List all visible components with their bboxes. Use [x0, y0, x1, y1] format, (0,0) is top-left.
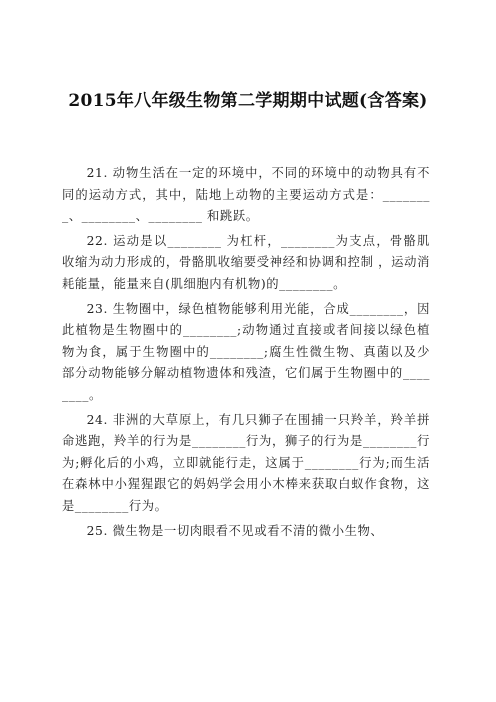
document-title: 2015年八年级生物第二学期期中试题(含答案): [68, 91, 428, 111]
question-21: 21. 动物生活在一定的环境中，不同的环境中的动物具有不同的运动方式，其中，陆地上动物的主要运动方式是：________、________、________ 和跳跃。: [62, 166, 430, 224]
question-23: 23. 生物圈中，绿色植物能够利用光能，合成________，因此植物是生物圈中的________;动物通过直接或者间接以绿色植物为食，属于生物圈中的________;腐生性微生物、真菌以及少部分动物能够分解动植物遗体和残渣，它们属于生物圈中的________。: [62, 301, 430, 402]
document-body: [62, 163, 430, 545]
question-22: 22. 运动是以________ 为杠杆，________为支点，骨骼肌收缩为动力形成的，骨骼肌收缩要受神经和协调和控制 ，运动消耗能量，能量来自(肌细胞内有机物)的________。: [62, 233, 430, 291]
question-24: 24. 非洲的大草原上，有几只狮子在围捕一只羚羊，羚羊拼命逃跑，羚羊的行为是________行为，狮子的行为是________行为;孵化后的小鸡，立即就能行走，这属于________行为;而生活在森林中小猩猩跟它的妈妈学会用小木棒来获取白蚁作食物，这是________行为。: [62, 412, 430, 513]
question-25: 25. 微生物是一切肉眼看不见或看不清的微小生物、: [86, 523, 384, 538]
